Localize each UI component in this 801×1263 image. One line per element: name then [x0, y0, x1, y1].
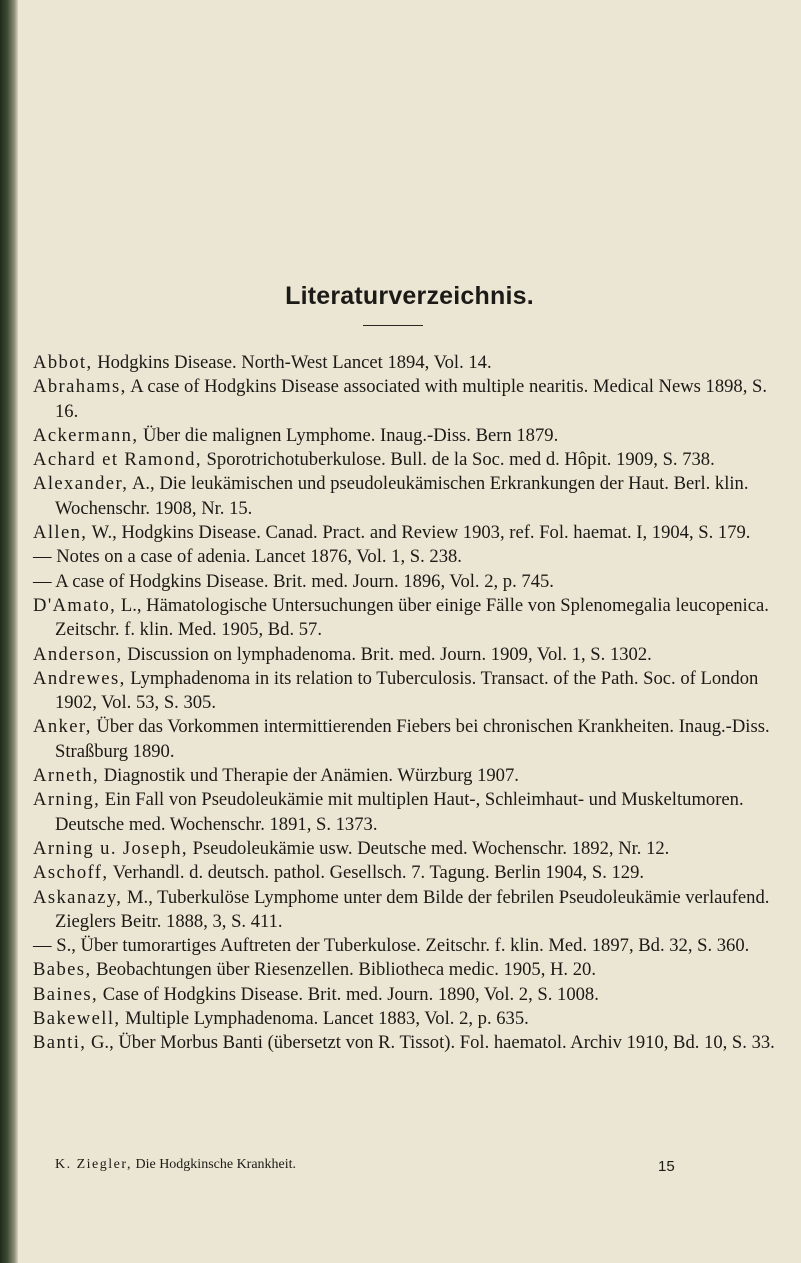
footer-title: Die Hodgkinsche Krankheit. [131, 1157, 297, 1172]
entry-text: G., Über Morbus Banti (übersetzt von R. Tissot). Fol. haematol. Archiv 1910, Bd. 10, S. 33. [86, 1032, 775, 1054]
entry-text: Beobachtungen über Riesenzellen. Bibliotheca medic. 1905, H. 20. [91, 959, 596, 981]
entry-text: L., Hämatologische Untersuchungen über einige Fälle von Splenomegalia leucopenica. Zeitschr. f. klin. Med. 1905, Bd. 57. [55, 594, 769, 641]
page-number: 15 [658, 1158, 675, 1175]
entry-author: Bakewell, [33, 1008, 121, 1030]
bibliography-entry [33, 448, 783, 472]
entry-text: A., Die leukämischen und pseudoleukämischen Erkrankungen der Haut. Berl. klin. Wochenschr. 1908, Nr. 15. [55, 473, 749, 519]
book-page [18, 0, 801, 1263]
entry-text: Case of Hodgkins Disease. Brit. med. Journ. 1890, Vol. 2, S. 1008. [98, 983, 599, 1005]
bibliography-entry [33, 837, 783, 861]
entry-text: Ein Fall von Pseudoleukämie mit multiplen Haut-, Schleimhaut- und Muskeltumoren. Deutsche med. Wochenschr. 1891, S. 1373. [55, 789, 744, 835]
entry-text: Sporotrichotuberkulose. Bull. de la Soc. med d. Hôpit. 1909, S. 738. [201, 449, 715, 471]
bibliography-entry [33, 861, 783, 885]
entry-text: Pseudoleukämie usw. Deutsche med. Wochenschr. 1892, Nr. 12. [187, 837, 670, 859]
bibliography-entry [33, 570, 783, 594]
bibliography-entry [33, 424, 783, 448]
bibliography-entry [33, 667, 783, 716]
entry-author: Baines, [33, 983, 99, 1005]
entry-text: A case of Hodgkins Disease associated with multiple nearitis. Medical News 1898, S. 16. [55, 376, 768, 422]
entry-text: Über das Vorkommen intermittierenden Fiebers bei chronischen Krankheiten. Inaug.-Diss. Straßburg 1890. [55, 716, 770, 762]
bibliography-entry [33, 594, 783, 643]
entry-author: Arning, [33, 789, 101, 811]
entry-text: W., Hodgkins Disease. Canad. Pract. and Review 1903, ref. Fol. haemat. I, 1904, S. 179. [87, 522, 751, 544]
bibliography-entry [33, 643, 783, 667]
entry-text: Hodgkins Disease. North-West Lancet 1894, Vol. 14. [92, 352, 492, 373]
entry-author: Arning u. Joseph, [33, 837, 188, 859]
bibliography-entry [33, 375, 783, 424]
bibliography-entry [33, 788, 783, 837]
bibliography-entry [33, 1031, 783, 1055]
entry-author: D'Amato, [33, 594, 117, 616]
heading-divider [363, 325, 423, 326]
bibliography-entry [33, 545, 783, 569]
entry-author: Abbot, [33, 352, 93, 373]
entry-author: Achard et Ramond, [33, 449, 202, 471]
bibliography-entry [33, 983, 783, 1007]
entry-author: Babes, [33, 959, 92, 981]
entry-text: — Notes on a case of adenia. Lancet 1876, Vol. 1, S. 238. [33, 546, 462, 568]
bibliography-entry [33, 934, 783, 958]
entry-author: Arneth, [33, 765, 100, 787]
page-heading: Literaturverzeichnis. [285, 282, 534, 310]
entry-text: Diagnostik und Therapie der Anämien. Würzburg 1907. [99, 765, 519, 787]
book-binding-edge [0, 0, 18, 1263]
footer-author: K. Ziegler, [55, 1157, 132, 1172]
bibliography-entry [33, 472, 783, 521]
entry-text: Verhandl. d. deutsch. pathol. Gesellsch. 7. Tagung. Berlin 1904, S. 129. [108, 862, 645, 884]
entry-author: Anker, [33, 716, 92, 738]
bibliography-entry [33, 764, 783, 788]
bibliography-entry [33, 521, 783, 545]
bibliography-list [33, 351, 783, 1056]
bibliography-entry [33, 958, 783, 982]
running-footer [55, 1157, 675, 1173]
entry-author: Anderson, [33, 643, 123, 665]
bibliography-entry [33, 351, 783, 375]
entry-author: Abrahams, [33, 376, 127, 398]
entry-text: Über die malignen Lymphome. Inaug.-Diss. Bern 1879. [138, 424, 559, 446]
entry-author: Alexander, [33, 473, 129, 495]
entry-text: — S., Über tumorartiges Auftreten der Tuberkulose. Zeitschr. f. klin. Med. 1897, Bd. 32, S. 360. [33, 935, 750, 957]
entry-text: Multiple Lymphadenoma. Lancet 1883, Vol. 2, p. 635. [120, 1008, 529, 1030]
entry-author: Banti, [33, 1032, 87, 1054]
entry-text: — A case of Hodgkins Disease. Brit. med. Journ. 1896, Vol. 2, p. 745. [33, 570, 554, 592]
entry-text: Lymphadenoma in its relation to Tuberculosis. Transact. of the Path. Soc. of London 1902, Vol. 53, S. 305. [55, 667, 759, 714]
entry-author: Askanazy, [33, 886, 123, 908]
bibliography-entry [33, 886, 783, 935]
entry-author: Allen, [33, 522, 88, 544]
entry-text: M., Tuberkulöse Lymphome unter dem Bilde der febrilen Pseudoleukämie verlaufend. Zieglers Beitr. 1888, 3, S. 411. [55, 886, 770, 932]
entry-author: Aschoff, [33, 862, 109, 884]
entry-author: Ackermann, [33, 424, 139, 446]
bibliography-entry [33, 715, 783, 764]
entry-text: Discussion on lymphadenoma. Brit. med. Journ. 1909, Vol. 1, S. 1302. [122, 643, 652, 665]
entry-author: Andrewes, [33, 667, 126, 689]
bibliography-entry [33, 1007, 783, 1031]
